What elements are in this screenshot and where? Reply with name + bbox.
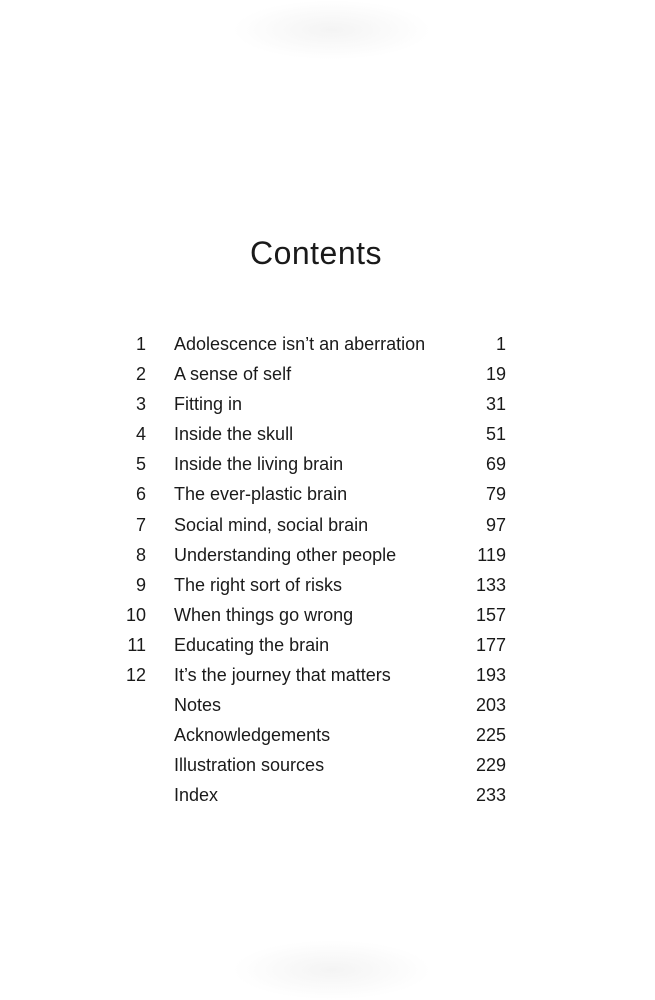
page-smudge-top: [232, 0, 432, 60]
toc-entry: [0, 690, 655, 720]
toc-entry: [0, 750, 655, 780]
toc-chapter-number: 3: [135, 394, 146, 415]
toc-chapter-title: Understanding other people: [174, 544, 397, 565]
toc-chapter-title: When things go wrong: [174, 604, 354, 625]
toc-page-number: 177: [475, 634, 506, 655]
toc-chapter-title: Notes: [174, 695, 222, 716]
toc-chapter-title: Adolescence isn’t an aberration: [174, 334, 426, 354]
toc-chapter-title: A sense of self: [174, 364, 292, 385]
toc-entry: [0, 630, 655, 660]
toc-entry: [0, 570, 655, 600]
toc-chapter-number: 10: [125, 604, 146, 625]
toc-entry: [0, 780, 655, 810]
page-title: Contents: [249, 235, 383, 272]
toc-page-number: 133: [475, 574, 506, 595]
toc-chapter-number: 5: [135, 454, 146, 475]
toc-page-number: 119: [477, 544, 506, 565]
toc-chapter-title: Inside the skull: [174, 424, 294, 445]
toc-page-number: 233: [475, 785, 506, 806]
toc-chapter-number: 9: [135, 574, 146, 595]
toc-chapter-title: Fitting in: [174, 394, 243, 415]
toc-chapter-number: 6: [135, 484, 146, 505]
toc-chapter-title: Inside the living brain: [174, 454, 344, 475]
toc-chapter-number: 11: [127, 634, 146, 655]
toc-chapter-number: 4: [135, 424, 146, 445]
toc-chapter-title: Acknowledgements: [174, 725, 331, 746]
toc-entry: [0, 389, 655, 419]
toc-page-number: 203: [475, 695, 506, 716]
toc-page-number: 19: [485, 364, 506, 385]
toc-page-number: 97: [485, 514, 506, 535]
toc-chapter-title: Illustration sources: [174, 755, 325, 776]
toc-chapter-number: 8: [135, 544, 146, 565]
toc-page-number: 157: [475, 604, 506, 625]
table-of-contents: [0, 329, 655, 811]
toc-entry: [0, 479, 655, 509]
toc-page-number: 51: [485, 424, 506, 445]
toc-entry: [0, 540, 655, 570]
toc-page-number: 193: [475, 665, 506, 686]
toc-entry: [0, 510, 655, 540]
toc-entry: [0, 600, 655, 630]
toc-page-number: 69: [485, 454, 506, 475]
toc-chapter-title: Social mind, social brain: [174, 514, 369, 535]
toc-page-number: 225: [475, 725, 506, 746]
toc-entry: [0, 329, 655, 359]
toc-chapter-number: 2: [135, 364, 146, 385]
toc-chapter-title: The ever-plastic brain: [174, 484, 348, 505]
toc-chapter-title: The right sort of risks: [174, 574, 343, 595]
toc-entry: [0, 660, 655, 690]
toc-chapter-title: Educating the brain: [174, 634, 330, 655]
toc-page-number: 1: [495, 334, 506, 354]
toc-chapter-number: 12: [125, 665, 146, 686]
toc-chapter-number: 7: [135, 514, 146, 535]
toc-entry: [0, 419, 655, 449]
toc-page-number: 79: [485, 484, 506, 505]
toc-entry: [0, 359, 655, 389]
toc-page-number: 229: [475, 755, 506, 776]
toc-chapter-title: It’s the journey that matters: [174, 665, 391, 686]
toc-page-number: 31: [485, 394, 506, 415]
toc-entry: [0, 449, 655, 479]
toc-chapter-title: Index: [174, 785, 219, 806]
toc-entry: [0, 720, 655, 750]
page-smudge-bottom: [232, 940, 432, 1000]
toc-chapter-number: 1: [135, 334, 146, 354]
